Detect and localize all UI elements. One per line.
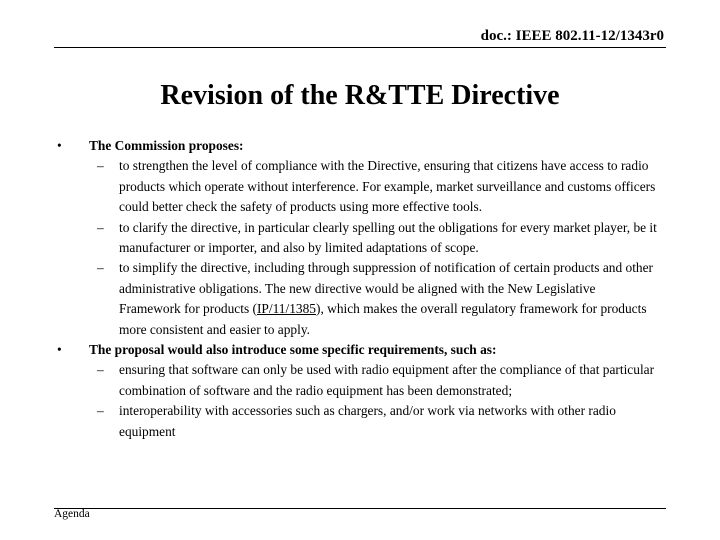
sub-item-strengthen — [97, 156, 659, 217]
sub-item-text-after: ), which makes the overall regulatory framework for products more consistent and easier to apply. — [119, 301, 647, 337]
footer-divider — [54, 508, 666, 509]
sub-item-interoperability — [97, 401, 659, 442]
dash-marker: – — [97, 219, 104, 235]
document-id: doc.: IEEE 802.11-12/1343r0 — [480, 28, 664, 44]
bullet-text: The Commission proposes: — [89, 138, 244, 153]
bullet-commission-proposes — [57, 136, 664, 340]
dash-marker: – — [97, 260, 104, 276]
dash-marker: – — [97, 158, 104, 174]
sub-item-simplify — [97, 258, 659, 340]
bullet-specific-requirements — [57, 340, 664, 442]
bullet-marker: • — [57, 342, 62, 358]
sub-item-software — [97, 360, 659, 401]
sub-item-clarify — [97, 218, 659, 259]
sub-item-text: interoperability with accessories such as chargers, and/or work via networks with other radio equipment — [119, 403, 616, 439]
sub-list — [89, 156, 664, 340]
slide-title: Revision of the R&TTE Directive — [160, 80, 560, 111]
slide-body — [0, 136, 720, 442]
sub-item-text: ensuring that software can only be used with radio equipment after the compliance of that particular combination of software and the radio equipment has been demonstrated; — [119, 362, 655, 398]
bullet-text: The proposal would also introduce some specific requirements, such as: — [89, 342, 497, 358]
bullet-marker: • — [57, 138, 62, 153]
header-divider — [54, 47, 666, 48]
press-release-link[interactable]: IP/11/1385 — [256, 301, 316, 317]
sub-item-text: to clarify the directive, in particular clearly spelling out the obligations for every market player, be it manufacturer or importer, and also by limited adaptations of scope. — [119, 219, 657, 256]
sub-item-text-before: to simplify the directive, including through suppression of notification of certain products and other administrative obligations. The new directive would be aligned with the New Legislative Framework for products ( — [119, 260, 654, 317]
dash-marker: – — [97, 403, 104, 419]
dash-marker: – — [97, 362, 104, 378]
sub-list — [89, 360, 664, 442]
footer-agenda: Agenda — [54, 508, 90, 520]
sub-item-text: to strengthen the level of compliance with the Directive, ensuring that citizens have access to radio products which operate without interference. For example, market surveillance and customs officers could better check the safety of products using more effective tools. — [119, 158, 656, 215]
